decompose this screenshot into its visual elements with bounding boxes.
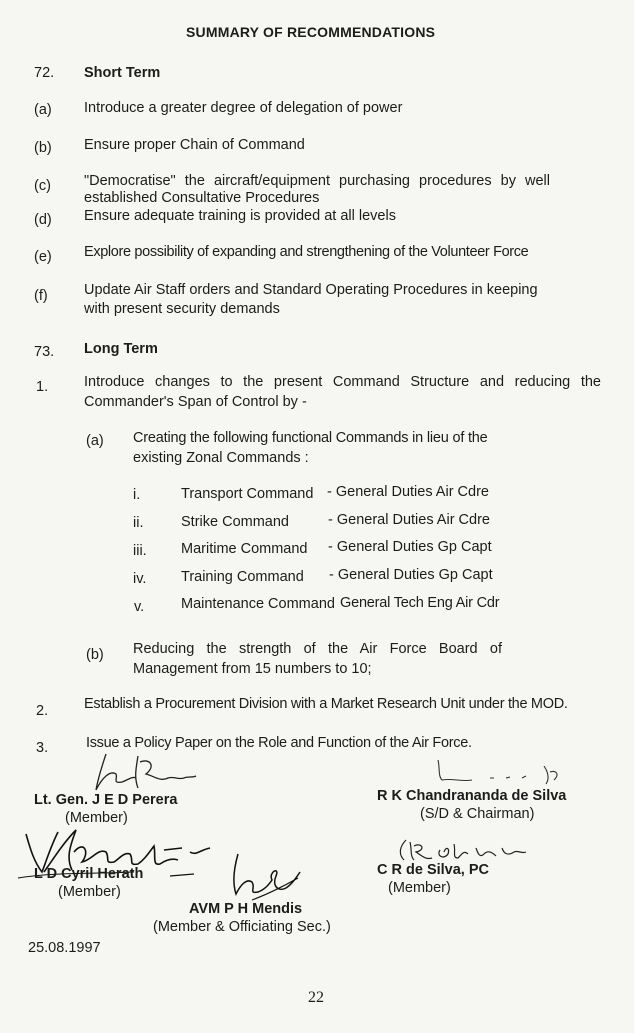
item-text: Update Air Staff orders and Standard Operating Procedures in keeping	[84, 282, 538, 298]
item-text: Issue a Policy Paper on the Role and Function of the Air Force.	[86, 735, 472, 751]
item-text: Introduce a greater degree of delegation of power	[84, 100, 403, 116]
sub-item-label: (b)	[86, 647, 104, 663]
item-label: (f)	[34, 288, 48, 304]
command-num: iv.	[133, 571, 147, 587]
document-date: 25.08.1997	[28, 940, 101, 956]
command-name: Strike Command	[181, 514, 289, 530]
item-label: (b)	[34, 140, 52, 156]
item-text: Explore possibility of expanding and strengthening of the Volunteer Force	[84, 244, 529, 260]
signatory-name: L D Cyril Herath	[34, 866, 144, 882]
section-heading: Short Term	[84, 65, 161, 81]
signatory-role: (Member)	[65, 810, 128, 826]
sub-item-label: (a)	[86, 433, 104, 449]
sub-item-text: Management from 15 numbers to 10;	[133, 661, 372, 677]
page-number: 22	[308, 989, 324, 1006]
item-text: Establish a Procurement Division with a Market Research Unit under the MOD.	[84, 696, 568, 712]
signatory-name: AVM P H Mendis	[189, 901, 303, 917]
sub-item-text: Creating the following functional Commands in lieu of the	[133, 430, 488, 446]
signatory-role: (Member)	[388, 880, 451, 896]
command-rank: - General Duties Air Cdre	[328, 512, 490, 528]
item-label: (a)	[34, 102, 52, 118]
page-title: SUMMARY OF RECOMMENDATIONS	[186, 24, 436, 40]
signatory-role: (Member & Officiating Sec.)	[153, 919, 331, 935]
command-name: Maintenance Command	[181, 596, 335, 612]
signature-chandrananda	[432, 756, 572, 790]
item-text: established Consultative Procedures	[84, 190, 320, 206]
command-name: Training Command	[181, 569, 304, 585]
command-num: ii.	[133, 515, 144, 531]
item-label: (c)	[34, 178, 51, 194]
command-name: Maritime Command	[181, 541, 308, 557]
section-heading: Long Term	[84, 341, 158, 357]
command-num: iii.	[133, 543, 147, 559]
command-num: v.	[134, 599, 145, 615]
item-label: (d)	[34, 212, 52, 228]
command-rank: - General Duties Gp Capt	[329, 567, 493, 583]
sub-item-text: existing Zonal Commands :	[133, 450, 309, 466]
item-text: "Democratise" the aircraft/equipment purchasing procedures by well	[84, 173, 550, 189]
item-text: Ensure proper Chain of Command	[84, 137, 305, 153]
item-label: 3.	[36, 740, 49, 756]
section-number: 73.	[34, 344, 55, 360]
command-rank: - General Duties Gp Capt	[328, 539, 492, 555]
signatory-role: (Member)	[58, 884, 121, 900]
command-name: Transport Command	[181, 486, 314, 502]
sub-item-text: Reducing the strength of the Air Force Board of	[133, 641, 502, 657]
command-num: i.	[133, 487, 141, 503]
signatory-role: (S/D & Chairman)	[420, 806, 535, 822]
signatory-name: R K Chandrananda de Silva	[377, 788, 567, 804]
signatory-name: C R de Silva, PC	[377, 862, 490, 878]
section-number: 72.	[34, 65, 55, 81]
item-text: Commander's Span of Control by -	[84, 394, 307, 410]
signatory-name: Lt. Gen. J E D Perera	[34, 792, 178, 808]
item-text: with present security demands	[84, 301, 280, 317]
command-rank: General Tech Eng Air Cdr	[340, 595, 500, 611]
item-label: 2.	[36, 703, 49, 719]
item-text: Ensure adequate training is provided at all levels	[84, 208, 396, 224]
item-text: Introduce changes to the present Command Structure and reducing the	[84, 374, 601, 390]
command-rank: - General Duties Air Cdre	[327, 484, 489, 500]
signature-perera	[88, 748, 198, 798]
item-label: 1.	[36, 379, 49, 395]
item-label: (e)	[34, 249, 52, 265]
